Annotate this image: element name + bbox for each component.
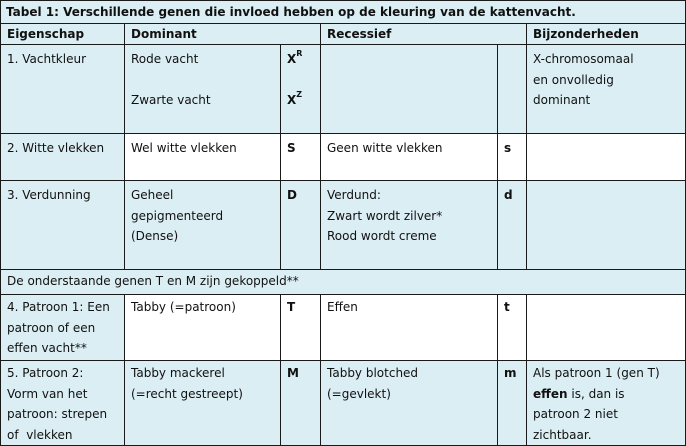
dominant-cell: [125, 181, 281, 270]
dominant-symbol-cell: T: [281, 295, 321, 361]
dominant-symbol-cell: S: [281, 134, 321, 181]
header-trait: Eigenschap: [1, 23, 125, 45]
trait-text: 1. Vachtkleur: [7, 52, 87, 66]
table-row: [1, 270, 686, 295]
dominant-cell: [125, 134, 281, 181]
recessive-text: Rood wordt creme: [327, 229, 437, 243]
dominant-text: Zwarte vacht: [131, 92, 211, 107]
dominant-text: Geheel: [131, 188, 174, 202]
trait-text: 4. Patroon 1: Een: [7, 300, 110, 314]
trait-text: effen vacht**: [7, 341, 87, 355]
linked-genes-note: De onderstaande genen T en M zijn gekoppeld**: [1, 270, 686, 295]
header-details: Bijzonderheden: [527, 23, 686, 45]
dominant-text: Tabby mackerel: [131, 366, 225, 380]
trait-cell: [1, 295, 125, 361]
dominant-text: gepigmenteerd: [131, 208, 224, 223]
trait-cell: [1, 181, 125, 270]
dominant-cell: [125, 45, 281, 134]
allele-symbol: $X^Z$: [287, 89, 303, 107]
header-row: [1, 23, 686, 45]
details-text: patroon 2 niet: [533, 407, 618, 421]
caption-row: [1, 1, 686, 24]
details-text: dominant: [533, 93, 591, 107]
recessive-text: (=gevlekt): [327, 386, 391, 401]
dominant-text: Tabby (=patroon): [131, 300, 236, 314]
trait-text: of vlekken: [7, 427, 73, 442]
table-row: [1, 295, 686, 361]
header-recessive: Recessief: [321, 23, 527, 45]
dominant-symbol-cell: M: [281, 361, 321, 446]
trait-text: 2. Witte vlekken: [7, 141, 105, 155]
dominant-cell: [125, 361, 281, 446]
header-dominant: Dominant: [125, 23, 321, 45]
recessive-symbol-cell: d: [498, 181, 527, 270]
recessive-text: Verdund:: [327, 188, 381, 202]
recessive-symbol-cell: m: [498, 361, 527, 446]
recessive-text: Tabby blotched: [327, 366, 419, 380]
details-cell: [527, 181, 686, 270]
recessive-text: Zwart wordt zilver*: [327, 208, 443, 223]
details-text: X-chromosomaal: [533, 52, 634, 66]
trait-cell: [1, 134, 125, 181]
recessive-symbol-cell: [498, 45, 527, 134]
details-text: zichtbaar.: [533, 427, 592, 442]
dominant-symbol-cell: [281, 45, 321, 134]
details-text: en onvolledig: [533, 72, 614, 87]
dominant-cell: [125, 295, 281, 361]
dominant-text: (Dense): [131, 229, 179, 243]
details-text: effen is, dan is: [533, 386, 625, 401]
trait-text: 3. Verdunning: [7, 188, 91, 202]
trait-text: patroon of een: [7, 320, 96, 335]
dominant-symbol-cell: D: [281, 181, 321, 270]
table-caption: Tabel 1: Verschillende genen die invloed hebben op de kleuring van de kattenvacht.: [1, 1, 686, 24]
recessive-cell: [321, 134, 498, 181]
recessive-text: Geen witte vlekken: [327, 141, 443, 155]
table-row: [1, 134, 686, 181]
recessive-cell: [321, 295, 498, 361]
trait-cell: [1, 361, 125, 446]
trait-cell: [1, 45, 125, 134]
dominant-text: Rode vacht: [131, 52, 199, 66]
table-row: [1, 361, 686, 446]
dominant-text: (=recht gestreept): [131, 386, 243, 401]
recessive-cell: [321, 45, 498, 134]
recessive-cell: [321, 361, 498, 446]
details-cell: [527, 361, 686, 446]
recessive-symbol-cell: s: [498, 134, 527, 181]
details-text: Als patroon 1 (gen T): [533, 366, 660, 380]
trait-text: patroon: strepen: [7, 407, 108, 421]
details-cell: [527, 134, 686, 181]
table-row: [1, 45, 686, 134]
trait-text: 5. Patroon 2:: [7, 366, 84, 380]
trait-text: Vorm van het: [7, 386, 88, 401]
recessive-cell: [321, 181, 498, 270]
details-cell: [527, 45, 686, 134]
table-row: [1, 181, 686, 270]
dominant-text: Wel witte vlekken: [131, 141, 237, 155]
details-cell: [527, 295, 686, 361]
details-emphasis: effen: [533, 386, 568, 401]
recessive-symbol-cell: t: [498, 295, 527, 361]
recessive-text: Effen: [327, 300, 358, 314]
allele-symbol: $X^R$: [287, 49, 303, 66]
